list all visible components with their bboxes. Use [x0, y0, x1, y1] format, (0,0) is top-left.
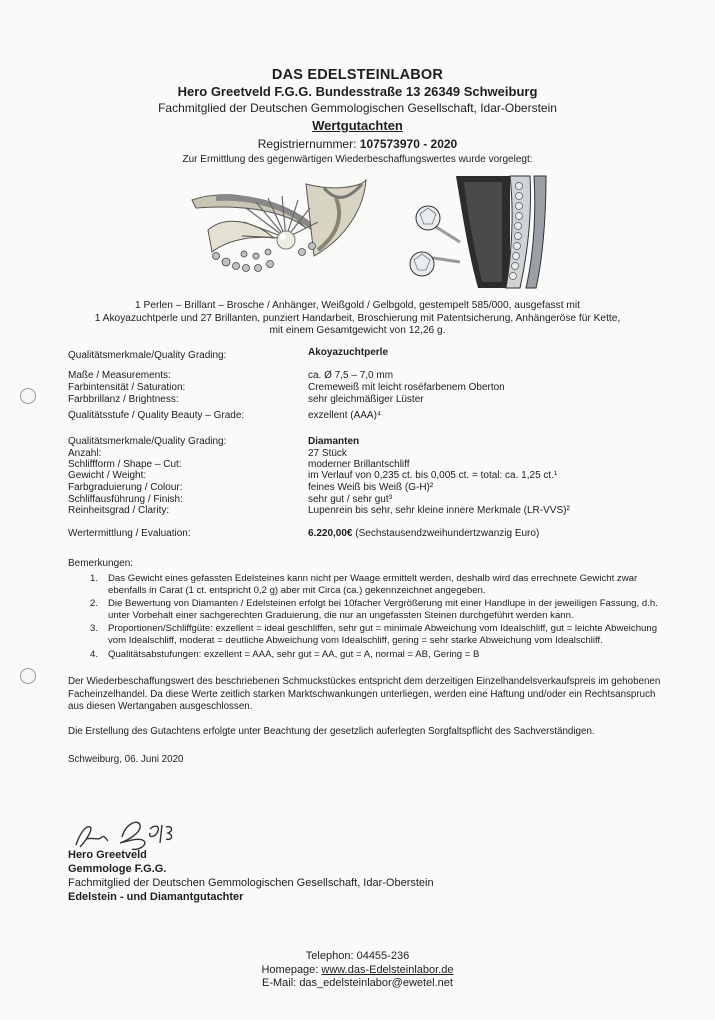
punch-hole-bottom	[20, 668, 36, 684]
description-line-1: 1 Perlen – Brillant – Brosche / Anhänger, Weißgold / Gelbgold, gestempelt 585/000, ausgefasst mit	[135, 300, 580, 311]
description-line-2: 1 Akoyazuchtperle und 27 Brillanten, punziert Handarbeit, Broschierung mit Patentsicherung, Anhängeröse für Kette,	[94, 312, 621, 324]
remark-text: Das Gewicht eines gefassten Edelsteines kann nicht per Waage ermittelt werden, deshalb wird das errechnete Gewicht zwar ebenfalls in Carat (1 ct. entspricht 0,2 g) aber mit Circa (ca.) gekennzeichnet angegeben.	[108, 573, 638, 596]
detail-photo	[398, 172, 548, 290]
contact-block	[0, 950, 715, 991]
remark-item	[68, 598, 668, 621]
pearl-saturation-row	[68, 382, 668, 394]
diamond-clarity-value: Lupenrein bis sehr, sehr kleine innere Merkmale (LR-VVS)²	[308, 505, 570, 516]
diamond-colour-value: feines Weiß bis Weiß (G-H)²	[308, 482, 434, 493]
remark-text: Proportionen/Schliffgüte: exzellent = ideal geschliffen, sehr gut = minimale Abweichung vom Idealschliff, gut = leichte Abweichung vom Idealschliff, moderat = deutliche Abweichung vom Idealschliff, gering = sehr starke Abweichung vom Idealschliff.	[108, 623, 658, 646]
pearl-saturation-label: Farbintensität / Saturation:	[68, 382, 186, 393]
description-line-3: mit einem Gesamtgewicht von 12,26 g.	[269, 325, 446, 336]
evaluation-label: Wertermittlung / Evaluation:	[68, 528, 191, 539]
pearl-measure-label: Maße / Measurements:	[68, 370, 171, 381]
lab-membership: Fachmitglied der Deutschen Gemmologischen Gesellschaft, Idar-Oberstein	[158, 101, 557, 115]
punch-hole-top	[20, 388, 36, 404]
remark-number: 4.	[90, 648, 99, 660]
contact-homepage	[0, 964, 715, 978]
contact-email	[0, 977, 715, 991]
pearl-grading-value: Akoyazuchtperle	[308, 347, 389, 358]
remark-item	[68, 649, 668, 661]
diamond-colour-label: Farbgraduierung / Colour:	[68, 482, 183, 493]
diamond-weight-row	[68, 470, 668, 482]
pearl-measure-value: ca. Ø 7,5 – 7,0 mm	[308, 370, 394, 381]
registration-label: Registriernummer:	[257, 137, 357, 151]
pearl-brightness-label: Farbbrillanz / Brightness:	[68, 394, 179, 405]
remark-number: 1.	[90, 573, 99, 584]
signatory-block	[68, 848, 434, 904]
diamond-finish-label: Schliffausführung / Finish:	[68, 494, 183, 505]
pearl-beauty-label: Qualitätsstufe / Quality Beauty – Grade:	[68, 410, 245, 421]
diamond-cut-label: Schliffform / Shape – Cut:	[68, 459, 182, 470]
document-type: Wertgutachten	[312, 118, 403, 133]
diamond-grading-row	[68, 436, 668, 448]
diamond-weight-label: Gewicht / Weight:	[68, 470, 147, 481]
pearl-brightness-value: sehr gleichmäßiger Lüster	[308, 394, 424, 405]
remark-text: Die Bewertung von Diamanten / Edelsteinen erfolgt bei 10facher Vergrößerung mit einer Handlupe in der jeweiligen Fassung, d.h. unter Vorbehalt einer sachgerechten Graduierung, die nur an ungefassten Steinen durchgeführt werden kann.	[108, 598, 658, 621]
pearl-measure-row	[68, 370, 668, 382]
pearl-grading-label: Qualitätsmerkmale/Quality Grading:	[68, 350, 227, 361]
homepage-label: Homepage:	[261, 963, 319, 976]
signatory-membership: Fachmitglied der Deutschen Gemmologischen Gesellschaft, Idar-Oberstein	[68, 877, 434, 889]
brooch-photo	[186, 178, 368, 290]
item-description	[0, 300, 715, 338]
email-label: E-Mail:	[262, 977, 297, 989]
evaluation-row	[68, 528, 668, 540]
remark-number: 3.	[90, 623, 99, 635]
registration	[0, 137, 715, 151]
diamond-colour-row	[68, 482, 668, 494]
lab-title: DAS EDELSTEINLABOR	[271, 67, 444, 83]
remark-item	[68, 573, 668, 596]
diamond-cut-value: moderner Brillantschliff	[308, 459, 410, 470]
remark-number: 2.	[90, 598, 99, 610]
remark-text: Qualitätsabstufungen: exzellent = AAA, sehr gut = AA, gut = A, normal = AB, Gering = B	[108, 648, 480, 660]
signatory-name: Hero Greetveld	[68, 849, 147, 861]
diamond-weight-value: im Verlauf von 0,235 ct. bis 0,005 ct. = total: ca. 1,25 ct.¹	[308, 470, 558, 481]
diamond-grading-label: Qualitätsmerkmale/Quality Grading:	[68, 436, 227, 447]
email-address[interactable]: das_edelsteinlabor@ewetel.net	[299, 977, 453, 989]
phone-label: Telephon:	[305, 950, 354, 962]
remark-item	[68, 623, 668, 646]
remarks-list	[68, 573, 668, 662]
registration-number: 107573970 - 2020	[359, 137, 458, 151]
diamond-finish-value: sehr gut / sehr gut³	[308, 494, 392, 505]
evaluation-value	[308, 528, 539, 539]
diamond-grading-value: Diamanten	[308, 436, 360, 447]
evaluation-amount: 6.220,00€	[308, 528, 353, 539]
pearl-brightness-row	[68, 394, 668, 406]
pearl-grading-row	[68, 347, 668, 362]
contact-phone	[0, 950, 715, 964]
homepage-link[interactable]: www.das-Edelsteinlabor.de	[321, 963, 454, 976]
disclaimer-text: Der Wiederbeschaffungswert des beschriebenen Schmuckstückes entspricht dem derzeitigen Einzelhandelsverkaufspreis im gehobenen Facheinzelhandel. Da diese Werte zeitlich starken Marktschwankungen unterliegen, werden eine Haftung und/oder ein Rechtsanspruch aus diesen Wertangaben ausgeschlossen.	[68, 676, 661, 712]
signatory-role: Edelstein - und Diamantgutachter	[68, 891, 244, 903]
diligence-text: Die Erstellung des Gutachtens erfolgte unter Beachtung der gesetzlich auferlegten Sorgfaltspflicht des Sachverständigen.	[68, 726, 595, 737]
remarks-title: Bemerkungen:	[68, 558, 134, 569]
pearl-saturation-value: Cremeweiß mit leicht roséfarbenem Oberton	[308, 382, 505, 393]
diamond-count-value: 27 Stück	[308, 448, 347, 459]
place-date: Schweiburg, 06. Juni 2020	[68, 754, 184, 765]
diamond-clarity-label: Reinheitsgrad / Clarity:	[68, 505, 170, 516]
lab-address: Hero Greetveld F.G.G. Bundesstraße 13 26349 Schweiburg	[177, 84, 538, 99]
pearl-beauty-row	[68, 410, 668, 422]
intro-text: Zur Ermittlung des gegenwärtigen Wiederbeschaffungswertes wurde vorgelegt:	[182, 154, 533, 165]
phone-number: 04455-236	[356, 950, 410, 962]
signatory-title: Gemmologe F.G.G.	[68, 863, 167, 875]
evaluation-words: (Sechstausendzweihundertzwanzig Euro)	[355, 528, 540, 539]
pearl-beauty-value: exzellent (AAA)⁴	[308, 410, 382, 421]
diamond-count-label: Anzahl:	[68, 448, 102, 459]
diamond-clarity-row	[68, 505, 668, 517]
